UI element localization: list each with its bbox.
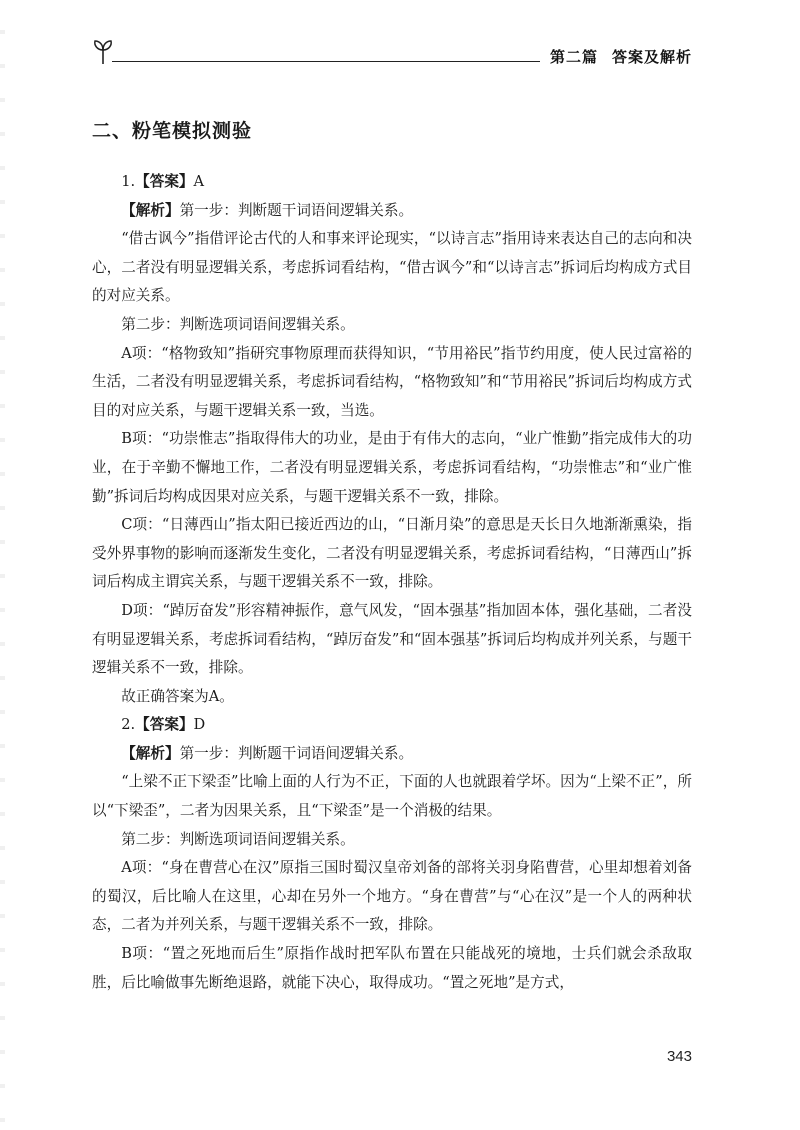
q1-analysis-step1: 【解析】第一步：判断题干词语间逻辑关系。 xyxy=(121,201,414,219)
answer-label: 【答案】 xyxy=(135,716,194,734)
q2-answer: D xyxy=(193,716,206,734)
running-header xyxy=(92,34,692,74)
header-part: 第二篇 xyxy=(549,48,598,66)
q2-answer-line: 2.【答案】D xyxy=(121,716,206,734)
answer-body xyxy=(92,168,692,997)
q1-option-a: A项：“格物致知”指研究事物原理而获得知识，“节用裕民”指节约用度，使人民过富裕的生活，二者没有明显逻辑关系，考虑拆词看结构，“格物致知”和“节用裕民”拆词后均构成方式目的对应关系，与题干逻辑关系一致，当选。 xyxy=(92,344,692,419)
q1-conclusion: 故正确答案为A。 xyxy=(121,687,234,705)
q2-stem-paragraph: “上梁不正下梁歪”比喻上面的人行为不正，下面的人也就跟着学坏。因为“上梁不正”，所以“下梁歪”，二者为因果关系，且“下梁歪”是一个消极的结果。 xyxy=(92,773,692,820)
q1-option-b: B项：“功崇惟志”指取得伟大的功业，是由于有伟大的志向，“业广惟勤”指完成伟大的功业，在于辛勤不懈地工作，二者没有明显逻辑关系，考虑拆词看结构，“功崇惟志”和“业广惟勤”拆词后均构成因果对应关系，与题干逻辑关系不一致，排除。 xyxy=(92,430,692,505)
answer-label: 【答案】 xyxy=(135,173,194,190)
q1-step2: 第二步：判断选项词语间逻辑关系。 xyxy=(121,315,355,333)
header-rule xyxy=(112,61,540,62)
q1-option-d: D项：“踔厉奋发”形容精神振作，意气风发，“固本强基”指加固本体，强化基础，二者没有明显逻辑关系，考虑拆词看结构，“踔厉奋发”和“固本强基”拆词后均构成并列关系，与题干逻辑关系不一致，排除。 xyxy=(92,601,692,677)
section-title: 二、粉笔模拟测验 xyxy=(92,120,253,142)
q1-answer-line: 1.【答案】A xyxy=(121,173,205,190)
analysis-label: 【解析】 xyxy=(121,201,180,219)
sprout-icon xyxy=(92,36,114,66)
header-section-label xyxy=(550,46,692,67)
header-subtitle: 答案及解析 xyxy=(611,48,692,66)
q1-answer: A xyxy=(193,173,205,190)
q1-option-c: C项：“日薄西山”指太阳已接近西边的山，“日渐月染”的意思是天长日久地渐渐熏染，指受外界事物的影响而逐渐发生变化，二者没有明显逻辑关系，考虑拆词看结构，“日薄西山”拆词后构成主谓宾关系，与题干逻辑关系不一致，排除。 xyxy=(92,516,692,591)
q2-option-b: B项：“置之死地而后生”原指作战时把军队布置在只能战死的境地，士兵们就会杀敌取胜，后比喻做事先断绝退路，就能下决心，取得成功。“置之死地”是方式， xyxy=(92,945,692,991)
page-number: 343 xyxy=(666,1048,692,1065)
q2-analysis-step1: 【解析】第一步：判断题干词语间逻辑关系。 xyxy=(121,744,414,762)
page-edge-scan-marks xyxy=(0,0,5,1130)
q1-stem-paragraph: “借古讽今”指借评论古代的人和事来评论现实，“以诗言志”指用诗来表达自己的志向和决心，二者没有明显逻辑关系，考虑拆词看结构，“借古讽今”和“以诗言志”拆词后均构成方式目的对应关系。 xyxy=(92,230,692,305)
q2-step2: 第二步：判断选项词语间逻辑关系。 xyxy=(121,830,355,848)
analysis-label: 【解析】 xyxy=(121,744,180,762)
q2-option-a: A项：“身在曹营心在汉”原指三国时蜀汉皇帝刘备的部将关羽身陷曹营，心里却想着刘备的蜀汉，后比喻人在这里，心却在另外一个地方。“身在曹营”与“心在汉”是一个人的两种状态，二者为并列关系，与题干逻辑关系不一致，排除。 xyxy=(92,859,692,934)
